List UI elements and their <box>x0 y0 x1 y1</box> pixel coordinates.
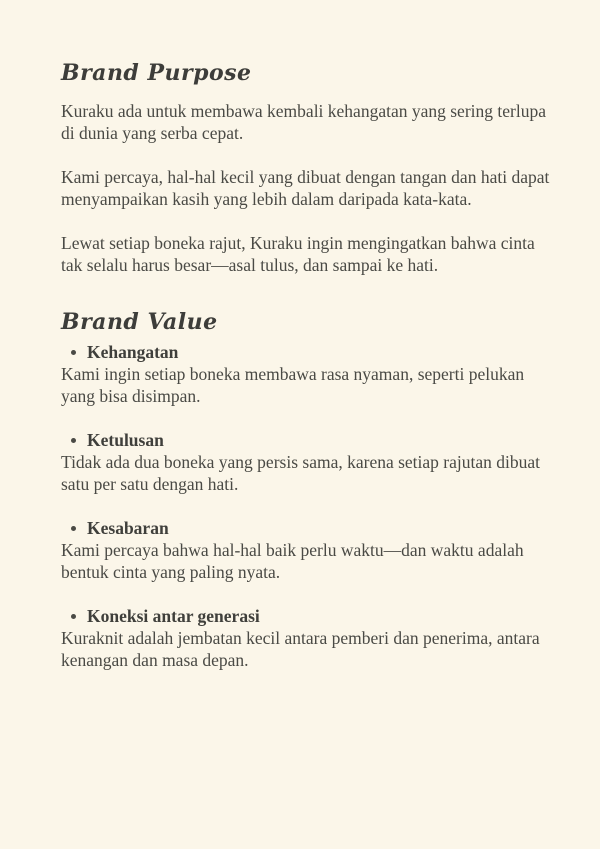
value-item <box>61 605 551 671</box>
brand-value-section <box>61 303 551 671</box>
value-item-title-row <box>61 429 551 451</box>
value-item-title: Ketulusan <box>87 430 164 450</box>
value-item <box>61 517 551 583</box>
purpose-paragraph: Kami percaya, hal-hal kecil yang dibuat dengan tangan dan hati dapat menyampaikan kasih yang lebih dalam daripada kata-kata. <box>61 167 550 209</box>
brand-value-list <box>61 341 551 671</box>
value-item-title-row <box>61 517 551 539</box>
value-item-description: Kami percaya bahwa hal-hal baik perlu waktu—dan waktu adalah bentuk cinta yang paling nyata. <box>61 540 524 582</box>
brand-value-heading: Brand Value <box>61 309 218 335</box>
value-item-description: Kuraknit adalah jembatan kecil antara pemberi dan penerima, antara kenangan dan masa depan. <box>61 628 540 670</box>
brand-purpose-heading: Brand Purpose <box>61 60 252 86</box>
purpose-paragraph: Lewat setiap boneka rajut, Kuraku ingin mengingatkan bahwa cinta tak selalu harus besar—asal tulus, dan sampai ke hati. <box>61 233 535 275</box>
bullet-icon <box>71 438 76 443</box>
value-item-description: Tidak ada dua boneka yang persis sama, karena setiap rajutan dibuat satu per satu dengan hati. <box>61 452 540 494</box>
value-item-description: Kami ingin setiap boneka membawa rasa nyaman, seperti pelukan yang bisa disimpan. <box>61 364 525 406</box>
document-page <box>61 54 551 693</box>
value-item-title-row <box>61 605 551 627</box>
value-item-title: Koneksi antar generasi <box>87 606 260 626</box>
value-item-title: Kehangatan <box>87 342 179 362</box>
value-item-title-row <box>61 341 551 363</box>
bullet-icon <box>71 614 76 619</box>
bullet-icon <box>71 350 76 355</box>
value-item <box>61 429 551 495</box>
brand-purpose-section <box>61 54 551 276</box>
brand-purpose-body <box>61 100 551 276</box>
value-item-title: Kesabaran <box>87 518 169 538</box>
value-item <box>61 341 551 407</box>
purpose-paragraph: Kuraku ada untuk membawa kembali kehangatan yang sering terlupa di dunia yang serba cepat. <box>61 101 546 143</box>
bullet-icon <box>71 526 76 531</box>
